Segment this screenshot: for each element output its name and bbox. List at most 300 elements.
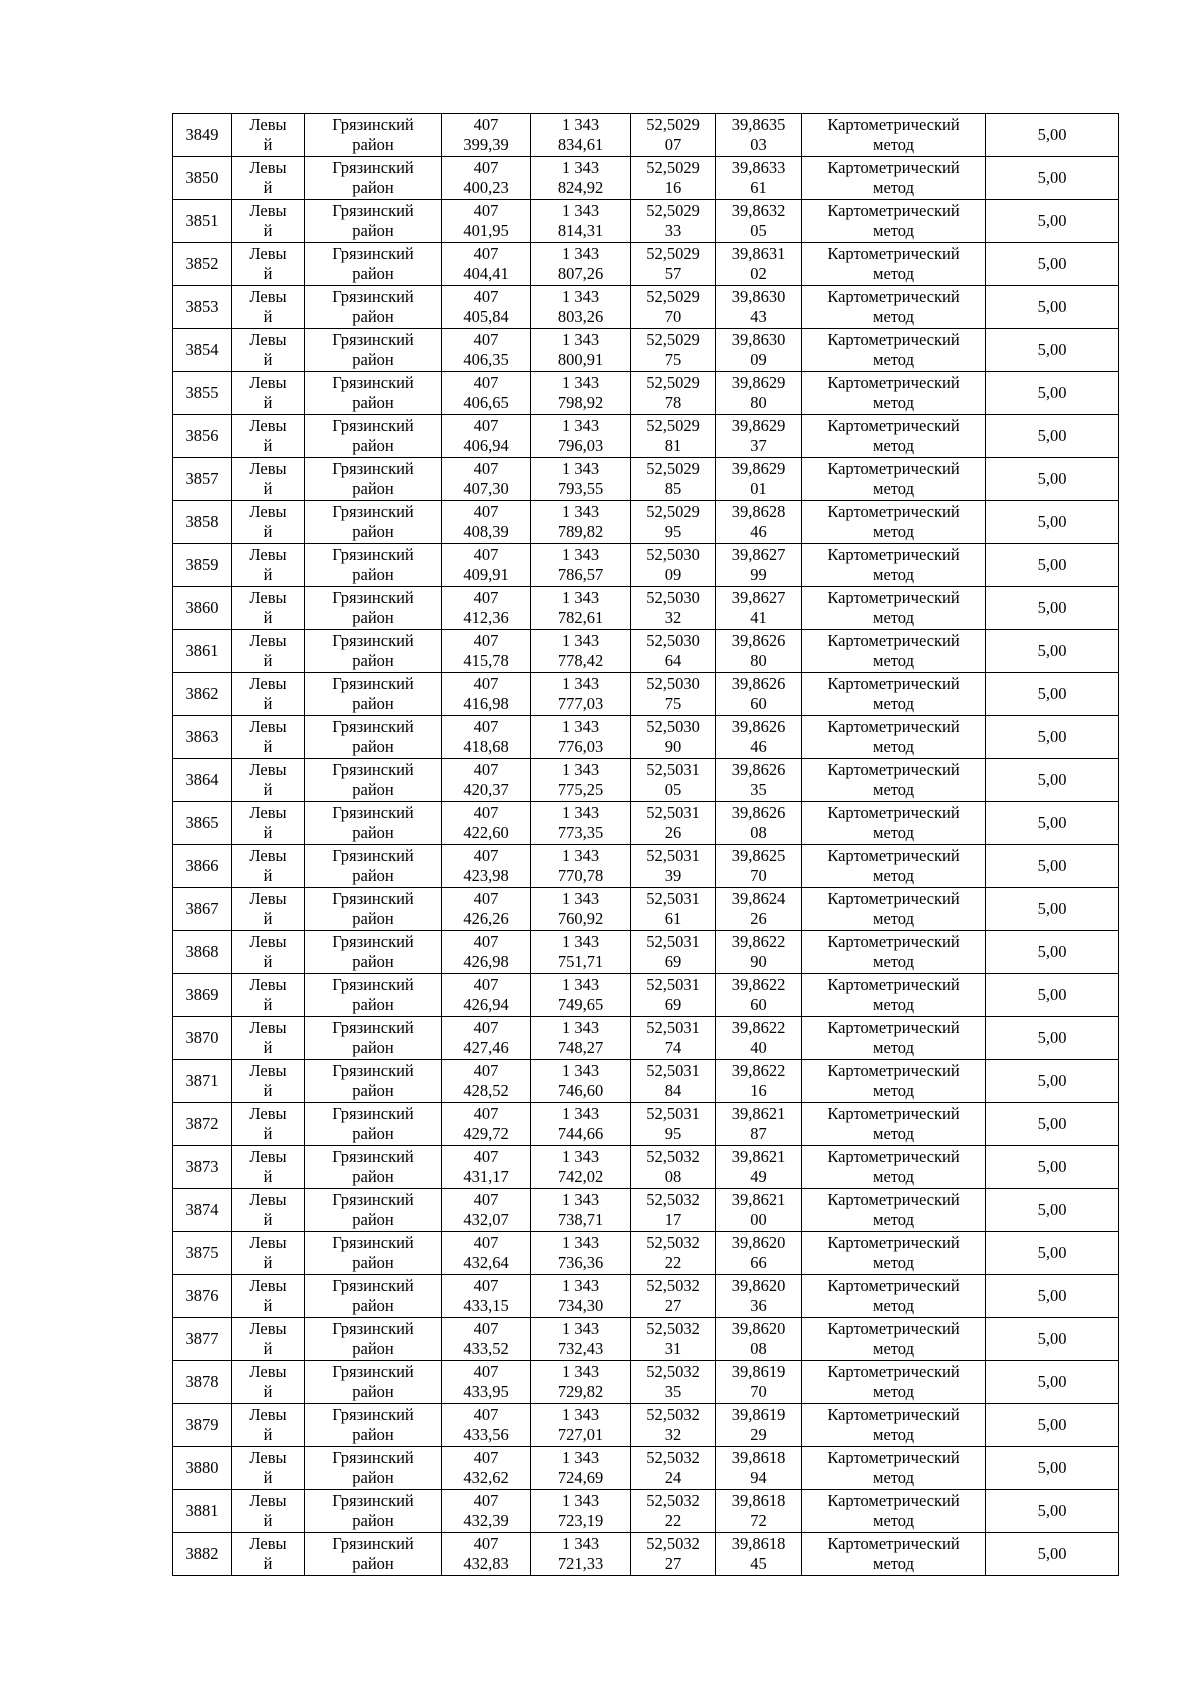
cell-line: Грязинский [332,1061,414,1080]
side-cell [232,974,305,1017]
latitude-cell [631,1404,716,1447]
latitude-cell [631,458,716,501]
cell-line: 426,98 [463,952,509,971]
side-cell [232,329,305,372]
cell-line: метод [873,1210,914,1229]
cell-line: Картометрический [827,803,960,822]
cell-line: й [263,436,273,455]
x-coordinate-cell [442,845,531,888]
cell-line: 724,69 [557,1468,604,1487]
cell-line: 57 [664,264,682,283]
cell-line: 39,8631 [731,244,786,263]
cell-line: Левы [249,631,287,650]
latitude-cell [631,1490,716,1533]
cell-line: 770,78 [557,866,604,885]
cell-line: 70 [664,307,682,326]
y-coordinate-cell [531,200,631,243]
accuracy-cell: 5,00 [986,114,1119,157]
side-cell [232,415,305,458]
district-cell [305,200,442,243]
cell-line: район [352,866,394,885]
cell-line: район [352,1253,394,1272]
x-coordinate-cell [442,888,531,931]
cell-line: 1 343 [561,1233,600,1252]
longitude-cell [716,888,802,931]
cell-line: 39,8622 [731,975,786,994]
latitude-cell [631,415,716,458]
latitude-cell [631,1533,716,1576]
cell-line: 407 [473,803,499,822]
method-cell [802,544,986,587]
cell-line: 70 [750,866,767,885]
table-row [173,1533,1119,1576]
cell-line: район [352,307,394,326]
cell-line: 1 343 [561,1491,600,1510]
cell-line: Левы [249,760,287,779]
method-cell [802,931,986,974]
cell-line: метод [873,952,914,971]
cell-line: Левы [249,1448,287,1467]
cell-line: 426,94 [463,995,509,1014]
cell-line: 43 [750,307,767,326]
cell-line: й [263,694,273,713]
cell-line: 49 [750,1167,767,1186]
longitude-cell [716,1189,802,1232]
x-coordinate-cell [442,501,531,544]
method-cell [802,802,986,845]
y-coordinate-cell [531,1146,631,1189]
accuracy-cell: 5,00 [986,1060,1119,1103]
cell-line: Грязинский [332,1104,414,1123]
accuracy-cell: 5,00 [986,1146,1119,1189]
point-number-cell: 3878 [173,1361,232,1404]
latitude-cell [631,114,716,157]
cell-line: 52,5029 [646,115,700,134]
table-row [173,1361,1119,1404]
cell-line: Грязинский [332,545,414,564]
table-row [173,759,1119,802]
table-row [173,1103,1119,1146]
cell-line: метод [873,608,914,627]
side-cell [232,458,305,501]
cell-line: Грязинский [332,158,414,177]
district-cell [305,501,442,544]
cell-line: 99 [750,565,767,584]
cell-line: Левы [249,545,287,564]
point-number-cell: 3868 [173,931,232,974]
district-cell [305,372,442,415]
x-coordinate-cell [442,716,531,759]
method-cell [802,845,986,888]
cell-line: 52,5029 [646,158,700,177]
cell-line: метод [873,909,914,928]
cell-line: 407 [473,932,499,951]
cell-line: й [263,608,273,627]
longitude-cell [716,1275,802,1318]
cell-line: 1 343 [561,201,600,220]
district-cell [305,1275,442,1318]
cell-line: Левы [249,158,287,177]
table-row [173,114,1119,157]
accuracy-cell: 5,00 [986,1017,1119,1060]
cell-line: метод [873,436,914,455]
cell-line: 09 [664,565,682,584]
cell-line: 1 343 [561,760,600,779]
side-cell [232,243,305,286]
cell-line: Грязинский [332,932,414,951]
cell-line: 52,5031 [646,1018,700,1037]
cell-line: 432,39 [463,1511,509,1530]
cell-line: 52,5032 [646,1491,700,1510]
cell-line: 1 343 [561,1018,600,1037]
y-coordinate-cell [531,759,631,802]
cell-line: Грязинский [332,1319,414,1338]
cell-line: 39,8621 [731,1147,786,1166]
cell-line: район [352,737,394,756]
cell-line: 1 343 [561,674,600,693]
cell-line: 1 343 [561,1276,600,1295]
y-coordinate-cell [531,1275,631,1318]
cell-line: 1 343 [561,1448,600,1467]
cell-line: метод [873,737,914,756]
cell-line: район [352,436,394,455]
table-row [173,1232,1119,1275]
accuracy-cell: 5,00 [986,372,1119,415]
table-row [173,1060,1119,1103]
cell-line: й [263,651,273,670]
cell-line: Картометрический [827,158,960,177]
cell-line: 61 [750,178,767,197]
cell-line: 433,52 [463,1339,509,1358]
cell-line: 36 [750,1296,767,1315]
table-body [173,114,1119,1576]
cell-line: 407 [473,717,499,736]
side-cell [232,673,305,716]
y-coordinate-cell [531,286,631,329]
cell-line: район [352,479,394,498]
cell-line: й [263,1081,273,1100]
cell-line: метод [873,479,914,498]
cell-line: 78 [664,393,682,412]
method-cell [802,458,986,501]
point-number-cell: 3852 [173,243,232,286]
cell-line: 46 [750,737,767,756]
cell-line: 52,5031 [646,975,700,994]
method-cell [802,243,986,286]
cell-line: метод [873,565,914,584]
method-cell [802,1103,986,1146]
latitude-cell [631,157,716,200]
cell-line: Грязинский [332,201,414,220]
accuracy-cell: 5,00 [986,1533,1119,1576]
cell-line: метод [873,1253,914,1272]
table-row [173,243,1119,286]
cell-line: 85 [664,479,682,498]
cell-line: й [263,221,273,240]
point-number-cell: 3875 [173,1232,232,1275]
accuracy-cell: 5,00 [986,544,1119,587]
cell-line: 32 [664,1425,682,1444]
cell-line: район [352,221,394,240]
accuracy-cell: 5,00 [986,157,1119,200]
cell-line: 1 343 [561,1362,600,1381]
table-row [173,1404,1119,1447]
cell-line: 1 343 [561,588,600,607]
cell-line: 52,5032 [646,1405,700,1424]
point-number-cell: 3862 [173,673,232,716]
cell-line: 744,66 [557,1124,604,1143]
cell-line: 22 [664,1253,682,1272]
cell-line: Грязинский [332,975,414,994]
cell-line: 412,36 [463,608,509,627]
method-cell [802,759,986,802]
cell-line: 1 343 [561,631,600,650]
cell-line: 41 [750,608,767,627]
longitude-cell [716,544,802,587]
cell-line: 721,33 [557,1554,604,1573]
cell-line: 407 [473,1233,499,1252]
cell-line: район [352,393,394,412]
cell-line: 407 [473,1319,499,1338]
longitude-cell [716,114,802,157]
cell-line: район [352,608,394,627]
accuracy-cell: 5,00 [986,888,1119,931]
cell-line: 84 [664,1081,682,1100]
cell-line: 39,8632 [731,201,786,220]
cell-line: 09 [750,350,767,369]
district-cell [305,716,442,759]
cell-line: Картометрический [827,1276,960,1295]
cell-line: 39,8619 [731,1362,786,1381]
y-coordinate-cell [531,458,631,501]
cell-line: 408,39 [463,522,509,541]
cell-line: 824,92 [557,178,604,197]
cell-line: й [263,737,273,756]
longitude-cell [716,200,802,243]
cell-line: 423,98 [463,866,509,885]
cell-line: Левы [249,459,287,478]
cell-line: 1 343 [561,373,600,392]
cell-line: Картометрический [827,1190,960,1209]
accuracy-cell: 5,00 [986,845,1119,888]
side-cell [232,1361,305,1404]
cell-line: 407 [473,674,499,693]
latitude-cell [631,329,716,372]
method-cell [802,673,986,716]
cell-line: метод [873,1081,914,1100]
cell-line: Картометрический [827,115,960,134]
cell-line: 407 [473,1448,499,1467]
point-number-cell: 3870 [173,1017,232,1060]
cell-line: Грязинский [332,588,414,607]
cell-line: район [352,1167,394,1186]
district-cell [305,243,442,286]
cell-line: Левы [249,1405,287,1424]
cell-line: Картометрический [827,373,960,392]
longitude-cell [716,1490,802,1533]
point-number-cell: 3855 [173,372,232,415]
cell-line: район [352,1124,394,1143]
method-cell [802,1275,986,1318]
cell-line: Картометрический [827,889,960,908]
cell-line: Картометрический [827,588,960,607]
accuracy-cell: 5,00 [986,931,1119,974]
point-number-cell: 3876 [173,1275,232,1318]
cell-line: Картометрический [827,932,960,951]
latitude-cell [631,1103,716,1146]
latitude-cell [631,243,716,286]
cell-line: Грязинский [332,1276,414,1295]
cell-line: 407 [473,502,499,521]
cell-line: Грязинский [332,1362,414,1381]
longitude-cell [716,243,802,286]
cell-line: 1 343 [561,1534,600,1553]
cell-line: 52,5032 [646,1276,700,1295]
side-cell [232,888,305,931]
cell-line: 52,5029 [646,287,700,306]
cell-line: 60 [750,694,767,713]
latitude-cell [631,200,716,243]
cell-line: 786,57 [557,565,604,584]
cell-line: 08 [750,1339,767,1358]
latitude-cell [631,759,716,802]
cell-line: 39,8620 [731,1233,786,1252]
table-row [173,415,1119,458]
cell-line: район [352,823,394,842]
cell-line: 1 343 [561,1104,600,1123]
y-coordinate-cell [531,501,631,544]
method-cell [802,1447,986,1490]
cell-line: 52,5031 [646,1061,700,1080]
cell-line: 05 [750,221,767,240]
latitude-cell [631,1318,716,1361]
cell-line: 433,15 [463,1296,509,1315]
cell-line: 407 [473,373,499,392]
cell-line: 407 [473,1018,499,1037]
point-number-cell: 3871 [173,1060,232,1103]
cell-line: метод [873,1296,914,1315]
longitude-cell [716,157,802,200]
district-cell [305,1404,442,1447]
cell-line: й [263,479,273,498]
cell-line: 406,35 [463,350,509,369]
cell-line: й [263,522,273,541]
cell-line: 814,31 [557,221,604,240]
cell-line: 420,37 [463,780,509,799]
latitude-cell [631,974,716,1017]
cell-line: Грязинский [332,1405,414,1424]
cell-line: 52,5029 [646,244,700,263]
method-cell [802,1404,986,1447]
table-row [173,802,1119,845]
cell-line: 400,23 [463,178,509,197]
cell-line: Картометрический [827,1491,960,1510]
cell-line: метод [873,1425,914,1444]
cell-line: Грязинский [332,1147,414,1166]
cell-line: й [263,1382,273,1401]
side-cell [232,114,305,157]
side-cell [232,1275,305,1318]
cell-line: Грязинский [332,803,414,822]
cell-line: район [352,651,394,670]
cell-line: й [263,1468,273,1487]
cell-line: 52,5029 [646,459,700,478]
cell-line: Грязинский [332,416,414,435]
cell-line: Левы [249,803,287,822]
point-number-cell: 3879 [173,1404,232,1447]
accuracy-cell: 5,00 [986,759,1119,802]
cell-line: Грязинский [332,244,414,263]
cell-line: Левы [249,244,287,263]
cell-line: 52,5029 [646,373,700,392]
cell-line: 64 [664,651,682,670]
x-coordinate-cell [442,458,531,501]
y-coordinate-cell [531,544,631,587]
latitude-cell [631,1146,716,1189]
cell-line: 407 [473,588,499,607]
cell-line: 16 [750,1081,767,1100]
table-row [173,845,1119,888]
y-coordinate-cell [531,243,631,286]
cell-line: Картометрический [827,1018,960,1037]
cell-line: й [263,264,273,283]
cell-line: 39,8618 [731,1491,786,1510]
cell-line: 52,5029 [646,502,700,521]
point-number-cell: 3872 [173,1103,232,1146]
cell-line: Грязинский [332,459,414,478]
x-coordinate-cell [442,329,531,372]
cell-line: Картометрический [827,674,960,693]
y-coordinate-cell [531,974,631,1017]
cell-line: район [352,264,394,283]
cell-line: Левы [249,330,287,349]
y-coordinate-cell [531,888,631,931]
cell-line: 16 [664,178,682,197]
cell-line: 432,64 [463,1253,509,1272]
x-coordinate-cell [442,243,531,286]
cell-line: Левы [249,1018,287,1037]
point-number-cell: 3857 [173,458,232,501]
cell-line: 26 [664,823,682,842]
cell-line: 39,8626 [731,803,786,822]
method-cell [802,888,986,931]
method-cell [802,1533,986,1576]
cell-line: Картометрический [827,1061,960,1080]
cell-line: 52,5031 [646,1104,700,1123]
point-number-cell: 3882 [173,1533,232,1576]
cell-line: Грязинский [332,330,414,349]
cell-line: 1 343 [561,975,600,994]
cell-line: Левы [249,1104,287,1123]
side-cell [232,1232,305,1275]
cell-line: 70 [750,1382,767,1401]
longitude-cell [716,974,802,1017]
cell-line: й [263,1124,273,1143]
cell-line: 80 [750,393,767,412]
latitude-cell [631,1060,716,1103]
cell-line: 39,8629 [731,373,786,392]
cell-line: Картометрический [827,975,960,994]
cell-line: 1 343 [561,1190,600,1209]
cell-line: Левы [249,1276,287,1295]
cell-line: 52,5032 [646,1448,700,1467]
cell-line: Левы [249,1061,287,1080]
y-coordinate-cell [531,673,631,716]
table-row [173,716,1119,759]
side-cell [232,759,305,802]
longitude-cell [716,415,802,458]
x-coordinate-cell [442,1490,531,1533]
